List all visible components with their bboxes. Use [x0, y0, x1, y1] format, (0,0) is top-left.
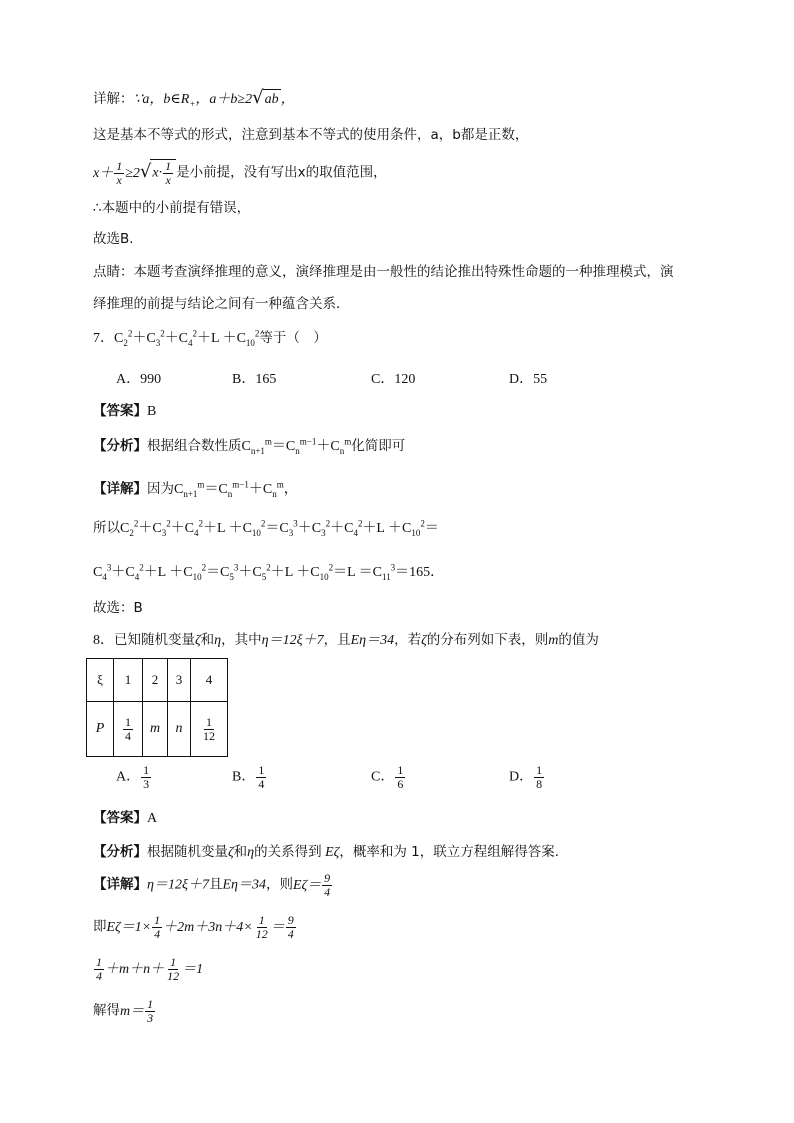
- q8-detail: 【详解】η＝12ξ＋7且Eη＝34，则Eζ＝ $\frac{9}{4}$: [93, 871, 331, 899]
- q7-answer: 【答案】B: [93, 403, 157, 419]
- table-row: ξ 1 2 3 4: [87, 659, 228, 702]
- detail-line-2: 这是基本不等式的形式，注意到基本不等式的使用条件，a，b都是正数，: [93, 127, 529, 143]
- q7-option-b: B．165: [232, 372, 277, 387]
- distribution-table: [86, 658, 228, 757]
- q7-analysis: 【分析】根据组合数性质$C_{n+1}^m=C_n^{m-1}+C_n^m$化简即可: [93, 436, 406, 456]
- q7-derivation-1: 所以$C_2^2+C_3^2+C_4^2+L +C_{10}^2=C_3^3+C_3^2+C_4^2+L +C_{10}^2=$: [93, 518, 439, 538]
- q7-conclusion: 故选：B: [93, 600, 143, 616]
- note-line-1: 点睛：本题考查演绎推理的意义，演绎推理是由一般性的结论推出特殊性命题的一种推理模式，演: [93, 264, 674, 280]
- q7-expression: $C_2^2+C_3^2+C_4^2+L +C_{10}^2$: [114, 328, 260, 348]
- q8-solution: 解得m＝ $\frac{1}{3}$: [93, 997, 154, 1025]
- q7-option-c: C．120: [371, 372, 416, 387]
- detail-label: 详解：: [93, 91, 134, 107]
- comb-property: $C_{n+1}^m=C_n^{m-1}+C_n^m$: [241, 436, 352, 456]
- detail-line-4: ∴本题中的小前提有错误，: [93, 200, 251, 216]
- table-row: P $\frac{1}{4}$ m n $\frac{1}{12}$: [87, 702, 228, 757]
- q8-answer: 【答案】A: [93, 810, 158, 826]
- question-7: 7．$C_2^2+C_3^2+C_4^2+L +C_{10}^2$等于（ ）: [93, 328, 327, 348]
- question-8: 8．已知随机变量ζ和η，其中η＝12ξ＋7，且Eη＝34，若ζ的分布列如下表，则m的值为: [93, 632, 599, 648]
- q8-option-b: B． $\frac{1}{4}$: [232, 763, 265, 791]
- x-plus-1-over-x: x＋ $\frac{1}{x}$ ≥2√x· $\frac{1}{x}$: [93, 166, 176, 181]
- q7-option-d: D．55: [509, 372, 548, 387]
- q7-derivation-2: $C_4^3+C_4^2+L +C_{10}^2=C_5^3+C_5^2+L +C_{10}^2=L =C_{11}^3=165$．: [93, 562, 445, 582]
- note-line-2: 绎推理的前提与结论之间有一种蕴含关系．: [93, 296, 350, 312]
- q8-option-a: A． $\frac{1}{3}$: [116, 763, 150, 791]
- q8-expectation: 即Eζ＝1× $\frac{1}{4}$ ＋2m＋3n＋4× $\frac{1}{12}$ ＝ $\frac{9}{4}$: [93, 913, 294, 941]
- detail-line-1: [93, 88, 295, 110]
- detail-inequality: ∵a，$b\in R_+$，a＋b≥2√ab ，: [133, 87, 295, 109]
- q8-option-c: C． $\frac{1}{6}$: [371, 763, 404, 791]
- q7-detail: 【详解】因为$C_{n+1}^m=C_n^{m-1}+C_n^m$，: [93, 479, 298, 499]
- q7-option-a: A．990: [116, 372, 162, 387]
- q8-probability-sum: $\frac{1}{4}$ ＋m＋n＋ $\frac{1}{12}$ ＝1: [96, 955, 204, 983]
- q8-analysis: 【分析】根据随机变量ζ和η的关系得到 Eζ，概率和为 1，联立方程组解得答案.: [93, 844, 560, 860]
- detail-line-5: 故选B．: [93, 231, 143, 247]
- q8-option-d: D． $\frac{1}{8}$: [509, 763, 543, 791]
- detail-line-3: x＋ $\frac{1}{x}$ ≥2√x· $\frac{1}{x}$ 是小前提，没有写出x的取值范围，: [93, 159, 387, 187]
